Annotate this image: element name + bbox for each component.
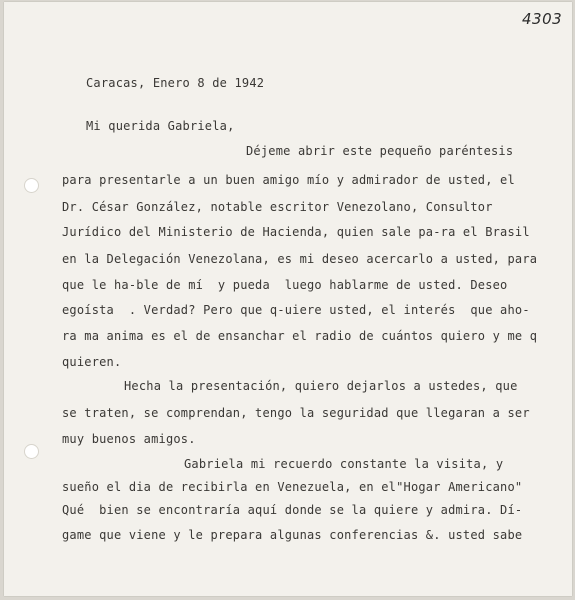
punch-hole-bottom [24,444,39,459]
letter-line: en la Delegación Venezolana, es mi deseo acercarlo a usted, para [62,252,538,266]
letter-page [4,2,572,596]
punch-hole-top [24,178,39,193]
letter-line: que le ha-ble de mí y pueda luego hablarme de usted. Deseo [62,278,508,292]
letter-line: Dr. César González, notable escritor Venezolano, Consultor [62,200,493,214]
letter-line: muy buenos amigos. [62,432,196,446]
letter-line: egoísta . Verdad? Pero que q-uiere usted, el interés que aho- [62,303,530,317]
letter-line: Qué bien se encontraría aquí donde se la quiere y admira. Dí- [62,503,523,517]
letter-line: sueño el dia de recibirla en Venezuela, en el"Hogar Americano" [62,480,523,494]
letter-line: Gabriela mi recuerdo constante la visita, y [184,457,504,471]
letter-line: Déjeme abrir este pequeño paréntesis [246,144,514,158]
letter-line: Hecha la presentación, quiero dejarlos a ustedes, que [124,379,518,393]
letter-line: game que viene y le prepara algunas conferencias &. usted sabe [62,528,523,542]
archive-number: 4303 [522,10,563,28]
letter-line: Jurídico del Ministerio de Hacienda, quien sale pa-ra el Brasil [62,225,530,239]
letter-line: ra ma anima es el de ensanchar el radio de cuántos quiero y me q [62,329,538,343]
letter-line: para presentarle a un buen amigo mío y admirador de usted, el [62,173,515,187]
letter-line: quieren. [62,355,122,369]
letter-salutation: Mi querida Gabriela, [86,119,235,133]
letter-place-date: Caracas, Enero 8 de 1942 [86,76,265,90]
letter-line: se traten, se comprendan, tengo la seguridad que llegaran a ser [62,406,530,420]
